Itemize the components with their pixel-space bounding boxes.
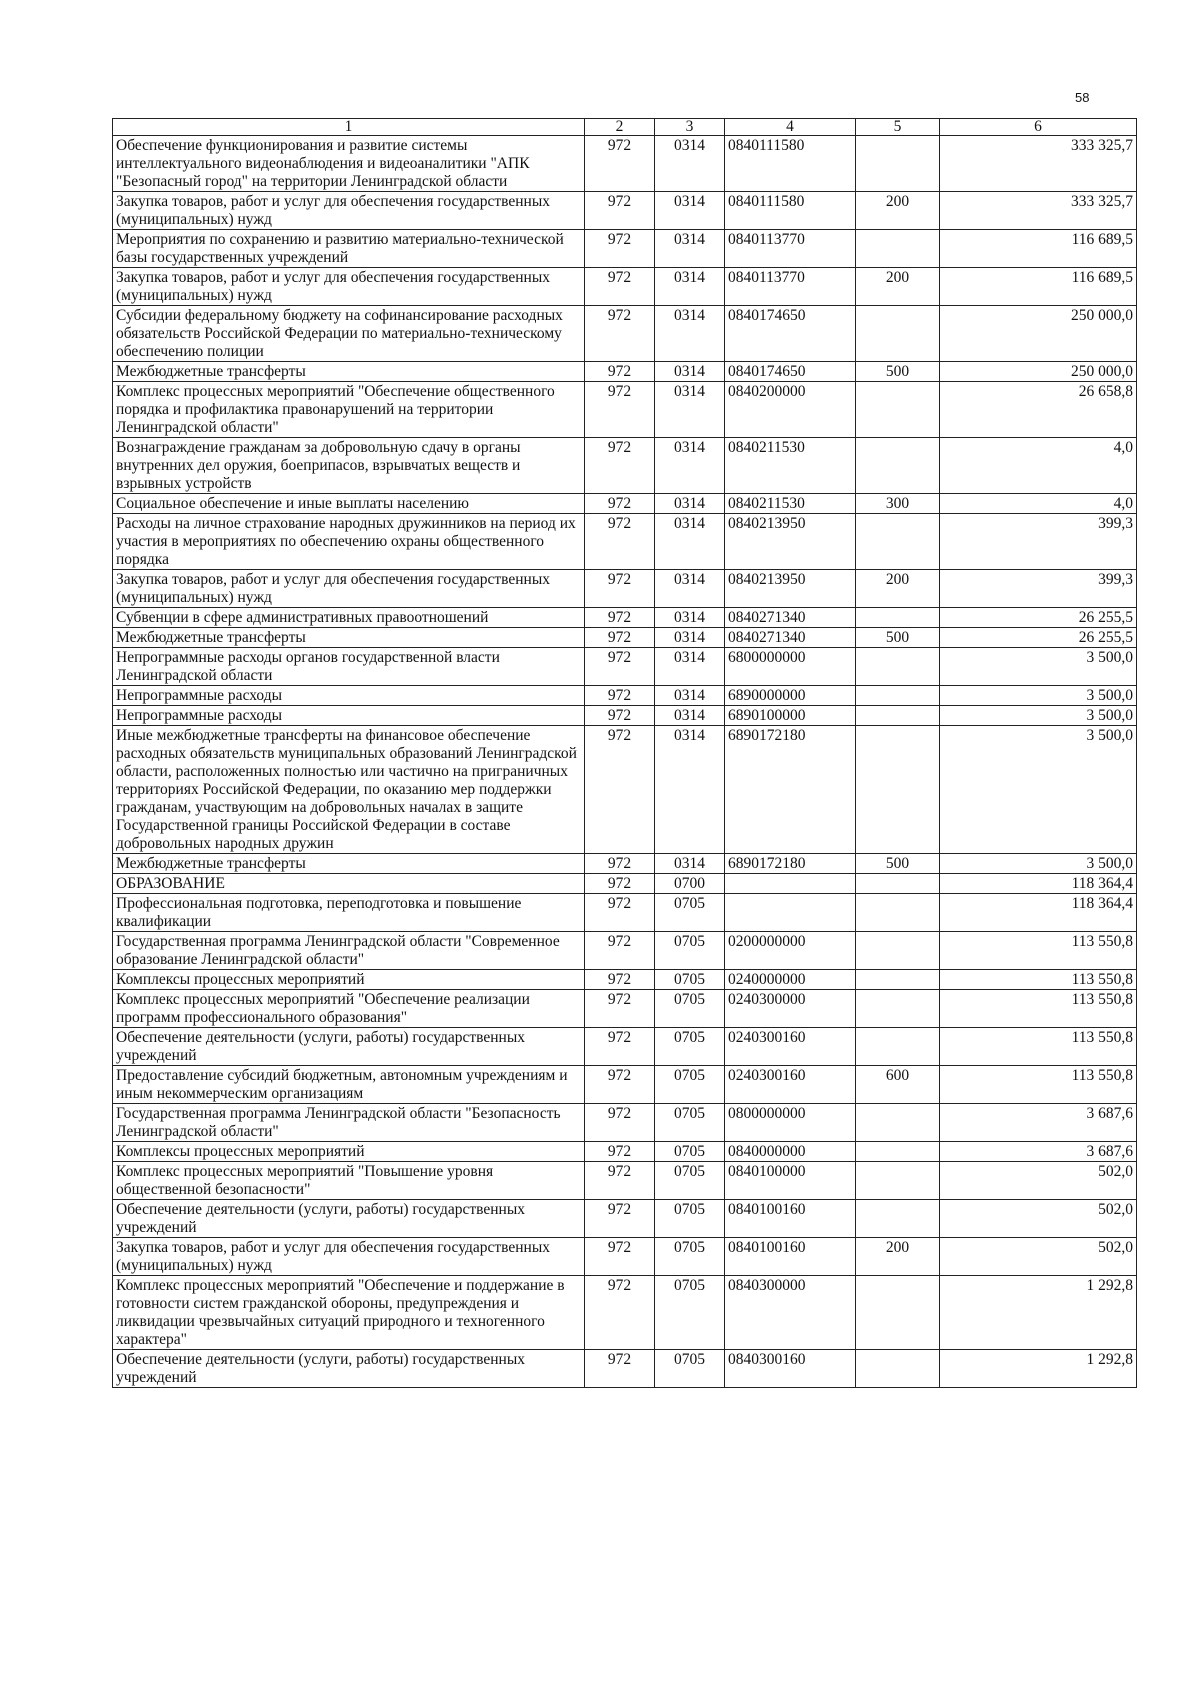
cell-csr: 0840211530 bbox=[725, 494, 856, 514]
cell-name: Субсидии федеральному бюджету на софинансирование расходных обязательств Российской Федерации по материально-техническому обеспечению полиции bbox=[113, 306, 585, 362]
cell-vr bbox=[856, 136, 940, 192]
cell-name: Субвенции в сфере административных правоотношений bbox=[113, 608, 585, 628]
header-col-3: 3 bbox=[655, 119, 725, 136]
table-row bbox=[113, 1238, 1137, 1276]
cell-vr: 200 bbox=[856, 570, 940, 608]
cell-name: Комплекс процессных мероприятий "Обеспечение реализации программ профессионального образования" bbox=[113, 990, 585, 1028]
cell-name: Закупка товаров, работ и услуг для обеспечения государственных (муниципальных) нужд bbox=[113, 268, 585, 306]
header-col-1: 1 bbox=[113, 119, 585, 136]
cell-csr: 6890100000 bbox=[725, 706, 856, 726]
cell-rzpr: 0705 bbox=[655, 1066, 725, 1104]
cell-ved: 972 bbox=[585, 570, 655, 608]
table-row bbox=[113, 706, 1137, 726]
table-row bbox=[113, 854, 1137, 874]
cell-ved: 972 bbox=[585, 854, 655, 874]
table-row bbox=[113, 268, 1137, 306]
cell-vr bbox=[856, 686, 940, 706]
cell-vr bbox=[856, 990, 940, 1028]
cell-ved: 972 bbox=[585, 1350, 655, 1388]
cell-sum: 113 550,8 bbox=[940, 1066, 1137, 1104]
table-row bbox=[113, 628, 1137, 648]
table-row bbox=[113, 230, 1137, 268]
cell-rzpr: 0705 bbox=[655, 990, 725, 1028]
cell-rzpr: 0314 bbox=[655, 570, 725, 608]
cell-name: Расходы на личное страхование народных дружинников на период их участия в мероприятиях по обеспечению охраны общественного порядка bbox=[113, 514, 585, 570]
cell-ved: 972 bbox=[585, 514, 655, 570]
cell-csr: 0840300160 bbox=[725, 1350, 856, 1388]
cell-rzpr: 0314 bbox=[655, 648, 725, 686]
cell-csr: 0840300000 bbox=[725, 1276, 856, 1350]
cell-vr bbox=[856, 1350, 940, 1388]
cell-rzpr: 0705 bbox=[655, 1104, 725, 1142]
cell-name: Обеспечение деятельности (услуги, работы) государственных учреждений bbox=[113, 1200, 585, 1238]
cell-vr bbox=[856, 382, 940, 438]
cell-name: Закупка товаров, работ и услуг для обеспечения государственных (муниципальных) нужд bbox=[113, 570, 585, 608]
cell-rzpr: 0314 bbox=[655, 230, 725, 268]
cell-csr: 0840113770 bbox=[725, 230, 856, 268]
cell-ved: 972 bbox=[585, 990, 655, 1028]
cell-csr: 0840100000 bbox=[725, 1162, 856, 1200]
cell-csr: 0240300160 bbox=[725, 1066, 856, 1104]
cell-csr: 0840100160 bbox=[725, 1238, 856, 1276]
cell-name: Иные межбюджетные трансферты на финансовое обеспечение расходных обязательств муниципальных образований Ленинградской области, расположенных полностью или частично на приграничных территориях Российской Федерации, по оказанию мер поддержки гражданам, участвующим на добровольных началах в защите Государственной границы Российской Федерации в составе добровольных народных дружин bbox=[113, 726, 585, 854]
cell-csr: 0200000000 bbox=[725, 932, 856, 970]
cell-csr: 0840174650 bbox=[725, 306, 856, 362]
cell-name: Непрограммные расходы bbox=[113, 686, 585, 706]
cell-csr: 0240300160 bbox=[725, 1028, 856, 1066]
cell-rzpr: 0314 bbox=[655, 628, 725, 648]
cell-sum: 118 364,4 bbox=[940, 874, 1137, 894]
table-row bbox=[113, 874, 1137, 894]
cell-vr bbox=[856, 1104, 940, 1142]
table-row bbox=[113, 1142, 1137, 1162]
cell-csr: 0840213950 bbox=[725, 570, 856, 608]
cell-sum: 116 689,5 bbox=[940, 230, 1137, 268]
cell-ved: 972 bbox=[585, 438, 655, 494]
cell-vr bbox=[856, 874, 940, 894]
cell-ved: 972 bbox=[585, 894, 655, 932]
cell-vr bbox=[856, 648, 940, 686]
cell-csr: 0840271340 bbox=[725, 628, 856, 648]
cell-ved: 972 bbox=[585, 230, 655, 268]
cell-rzpr: 0700 bbox=[655, 874, 725, 894]
cell-vr: 500 bbox=[856, 854, 940, 874]
cell-ved: 972 bbox=[585, 1162, 655, 1200]
cell-rzpr: 0314 bbox=[655, 438, 725, 494]
cell-rzpr: 0705 bbox=[655, 1238, 725, 1276]
cell-rzpr: 0314 bbox=[655, 192, 725, 230]
cell-rzpr: 0314 bbox=[655, 306, 725, 362]
cell-ved: 972 bbox=[585, 608, 655, 628]
page-number: 58 bbox=[1075, 90, 1090, 105]
cell-name: Профессиональная подготовка, переподготовка и повышение квалификации bbox=[113, 894, 585, 932]
cell-rzpr: 0314 bbox=[655, 608, 725, 628]
cell-vr: 500 bbox=[856, 628, 940, 648]
cell-name: Мероприятия по сохранению и развитию материально-технической базы государственных учреждений bbox=[113, 230, 585, 268]
cell-sum: 4,0 bbox=[940, 438, 1137, 494]
cell-name: Межбюджетные трансферты bbox=[113, 628, 585, 648]
cell-vr bbox=[856, 1142, 940, 1162]
cell-name: Межбюджетные трансферты bbox=[113, 362, 585, 382]
cell-rzpr: 0314 bbox=[655, 726, 725, 854]
table-row bbox=[113, 1066, 1137, 1104]
cell-csr: 0840213950 bbox=[725, 514, 856, 570]
cell-rzpr: 0314 bbox=[655, 382, 725, 438]
cell-name: Социальное обеспечение и иные выплаты населению bbox=[113, 494, 585, 514]
cell-sum: 3 500,0 bbox=[940, 686, 1137, 706]
cell-name: Комплекс процессных мероприятий "Повышение уровня общественной безопасности" bbox=[113, 1162, 585, 1200]
table-row bbox=[113, 1104, 1137, 1142]
cell-name: ОБРАЗОВАНИЕ bbox=[113, 874, 585, 894]
cell-sum: 26 255,5 bbox=[940, 608, 1137, 628]
cell-ved: 972 bbox=[585, 874, 655, 894]
cell-sum: 3 500,0 bbox=[940, 726, 1137, 854]
cell-sum: 333 325,7 bbox=[940, 136, 1137, 192]
cell-rzpr: 0705 bbox=[655, 1162, 725, 1200]
table-row bbox=[113, 306, 1137, 362]
cell-sum: 3 687,6 bbox=[940, 1104, 1137, 1142]
cell-csr: 6890000000 bbox=[725, 686, 856, 706]
cell-vr bbox=[856, 1200, 940, 1238]
header-row bbox=[113, 119, 1137, 136]
cell-csr: 0840271340 bbox=[725, 608, 856, 628]
cell-name: Обеспечение деятельности (услуги, работы) государственных учреждений bbox=[113, 1028, 585, 1066]
cell-name: Обеспечение функционирования и развитие системы интеллектуального видеонаблюдения и видеоаналитики "АПК "Безопасный город" на территории Ленинградской области bbox=[113, 136, 585, 192]
header-col-6: 6 bbox=[940, 119, 1137, 136]
cell-ved: 972 bbox=[585, 686, 655, 706]
cell-vr bbox=[856, 894, 940, 932]
cell-vr: 200 bbox=[856, 268, 940, 306]
cell-sum: 399,3 bbox=[940, 570, 1137, 608]
cell-ved: 972 bbox=[585, 1142, 655, 1162]
table-row bbox=[113, 1200, 1137, 1238]
cell-csr: 0840211530 bbox=[725, 438, 856, 494]
cell-vr bbox=[856, 932, 940, 970]
cell-vr bbox=[856, 1162, 940, 1200]
cell-ved: 972 bbox=[585, 494, 655, 514]
cell-ved: 972 bbox=[585, 706, 655, 726]
cell-vr: 200 bbox=[856, 1238, 940, 1276]
cell-vr bbox=[856, 1028, 940, 1066]
cell-rzpr: 0705 bbox=[655, 1276, 725, 1350]
cell-name: Непрограммные расходы органов государственной власти Ленинградской области bbox=[113, 648, 585, 686]
cell-rzpr: 0705 bbox=[655, 1350, 725, 1388]
cell-vr: 600 bbox=[856, 1066, 940, 1104]
cell-rzpr: 0314 bbox=[655, 854, 725, 874]
table-row bbox=[113, 438, 1137, 494]
cell-name: Закупка товаров, работ и услуг для обеспечения государственных (муниципальных) нужд bbox=[113, 1238, 585, 1276]
cell-ved: 972 bbox=[585, 726, 655, 854]
cell-sum: 118 364,4 bbox=[940, 894, 1137, 932]
cell-sum: 502,0 bbox=[940, 1200, 1137, 1238]
cell-rzpr: 0314 bbox=[655, 686, 725, 706]
cell-ved: 972 bbox=[585, 136, 655, 192]
cell-csr: 6890172180 bbox=[725, 726, 856, 854]
cell-vr bbox=[856, 608, 940, 628]
cell-name: Комплекс процессных мероприятий "Обеспечение и поддержание в готовности систем гражданской обороны, предупреждения и ликвидации чрезвычайных ситуаций природного и техногенного характера" bbox=[113, 1276, 585, 1350]
cell-ved: 972 bbox=[585, 1200, 655, 1238]
cell-ved: 972 bbox=[585, 970, 655, 990]
cell-csr: 0840000000 bbox=[725, 1142, 856, 1162]
cell-sum: 113 550,8 bbox=[940, 1028, 1137, 1066]
cell-csr: 0800000000 bbox=[725, 1104, 856, 1142]
cell-sum: 113 550,8 bbox=[940, 990, 1137, 1028]
cell-rzpr: 0314 bbox=[655, 494, 725, 514]
cell-ved: 972 bbox=[585, 648, 655, 686]
cell-csr: 6800000000 bbox=[725, 648, 856, 686]
table-row bbox=[113, 648, 1137, 686]
header-col-2: 2 bbox=[585, 119, 655, 136]
cell-sum: 1 292,8 bbox=[940, 1350, 1137, 1388]
cell-name: Вознаграждение гражданам за добровольную сдачу в органы внутренних дел оружия, боеприпасов, взрывчатых веществ и взрывных устройств bbox=[113, 438, 585, 494]
cell-rzpr: 0314 bbox=[655, 136, 725, 192]
cell-ved: 972 bbox=[585, 1104, 655, 1142]
cell-csr: 0840200000 bbox=[725, 382, 856, 438]
cell-rzpr: 0314 bbox=[655, 362, 725, 382]
cell-vr: 300 bbox=[856, 494, 940, 514]
cell-csr: 0840111580 bbox=[725, 192, 856, 230]
cell-vr: 500 bbox=[856, 362, 940, 382]
cell-sum: 502,0 bbox=[940, 1238, 1137, 1276]
table-row bbox=[113, 570, 1137, 608]
cell-rzpr: 0314 bbox=[655, 514, 725, 570]
cell-csr: 0840100160 bbox=[725, 1200, 856, 1238]
cell-sum: 3 500,0 bbox=[940, 648, 1137, 686]
table-row bbox=[113, 382, 1137, 438]
table-row bbox=[113, 1276, 1137, 1350]
cell-ved: 972 bbox=[585, 1066, 655, 1104]
cell-csr: 0840111580 bbox=[725, 136, 856, 192]
cell-ved: 972 bbox=[585, 1276, 655, 1350]
header-col-5: 5 bbox=[856, 119, 940, 136]
cell-csr bbox=[725, 874, 856, 894]
cell-name: Государственная программа Ленинградской области "Современное образование Ленинградской области" bbox=[113, 932, 585, 970]
cell-vr bbox=[856, 514, 940, 570]
cell-name: Непрограммные расходы bbox=[113, 706, 585, 726]
cell-ved: 972 bbox=[585, 932, 655, 970]
cell-sum: 250 000,0 bbox=[940, 362, 1137, 382]
table-row bbox=[113, 970, 1137, 990]
cell-sum: 3 500,0 bbox=[940, 706, 1137, 726]
cell-rzpr: 0705 bbox=[655, 1028, 725, 1066]
cell-ved: 972 bbox=[585, 192, 655, 230]
table-row bbox=[113, 894, 1137, 932]
cell-rzpr: 0705 bbox=[655, 970, 725, 990]
table-row bbox=[113, 990, 1137, 1028]
cell-name: Комплексы процессных мероприятий bbox=[113, 970, 585, 990]
budget-table bbox=[112, 118, 1137, 1388]
cell-ved: 972 bbox=[585, 362, 655, 382]
cell-ved: 972 bbox=[585, 382, 655, 438]
cell-name: Обеспечение деятельности (услуги, работы) государственных учреждений bbox=[113, 1350, 585, 1388]
cell-csr: 0840113770 bbox=[725, 268, 856, 306]
cell-rzpr: 0705 bbox=[655, 894, 725, 932]
table-row bbox=[113, 1350, 1137, 1388]
cell-name: Межбюджетные трансферты bbox=[113, 854, 585, 874]
cell-rzpr: 0705 bbox=[655, 932, 725, 970]
cell-sum: 4,0 bbox=[940, 494, 1137, 514]
cell-csr: 0240300000 bbox=[725, 990, 856, 1028]
cell-rzpr: 0314 bbox=[655, 706, 725, 726]
cell-ved: 972 bbox=[585, 306, 655, 362]
table-row bbox=[113, 1028, 1137, 1066]
cell-ved: 972 bbox=[585, 628, 655, 648]
cell-ved: 972 bbox=[585, 268, 655, 306]
cell-sum: 250 000,0 bbox=[940, 306, 1137, 362]
cell-ved: 972 bbox=[585, 1238, 655, 1276]
cell-vr bbox=[856, 726, 940, 854]
cell-sum: 3 687,6 bbox=[940, 1142, 1137, 1162]
table-row bbox=[113, 608, 1137, 628]
cell-name: Комплексы процессных мероприятий bbox=[113, 1142, 585, 1162]
header-col-4: 4 bbox=[725, 119, 856, 136]
cell-name: Закупка товаров, работ и услуг для обеспечения государственных (муниципальных) нужд bbox=[113, 192, 585, 230]
table-row bbox=[113, 932, 1137, 970]
cell-csr bbox=[725, 894, 856, 932]
cell-vr bbox=[856, 706, 940, 726]
cell-rzpr: 0705 bbox=[655, 1200, 725, 1238]
table-row bbox=[113, 192, 1137, 230]
cell-name: Комплекс процессных мероприятий "Обеспечение общественного порядка и профилактика правонарушений на территории Ленинградской области" bbox=[113, 382, 585, 438]
table-row bbox=[113, 494, 1137, 514]
cell-sum: 26 658,8 bbox=[940, 382, 1137, 438]
cell-sum: 1 292,8 bbox=[940, 1276, 1137, 1350]
cell-vr bbox=[856, 1276, 940, 1350]
cell-sum: 26 255,5 bbox=[940, 628, 1137, 648]
cell-csr: 0840174650 bbox=[725, 362, 856, 382]
cell-ved: 972 bbox=[585, 1028, 655, 1066]
cell-sum: 113 550,8 bbox=[940, 932, 1137, 970]
cell-sum: 3 500,0 bbox=[940, 854, 1137, 874]
table-row bbox=[113, 136, 1137, 192]
cell-sum: 333 325,7 bbox=[940, 192, 1137, 230]
cell-csr: 6890172180 bbox=[725, 854, 856, 874]
table-row bbox=[113, 362, 1137, 382]
cell-name: Государственная программа Ленинградской области "Безопасность Ленинградской области" bbox=[113, 1104, 585, 1142]
cell-vr bbox=[856, 306, 940, 362]
table-row bbox=[113, 1162, 1137, 1200]
cell-rzpr: 0705 bbox=[655, 1142, 725, 1162]
cell-vr bbox=[856, 438, 940, 494]
cell-name: Предоставление субсидий бюджетным, автономным учреждениям и иным некоммерческим организациям bbox=[113, 1066, 585, 1104]
cell-rzpr: 0314 bbox=[655, 268, 725, 306]
cell-sum: 399,3 bbox=[940, 514, 1137, 570]
cell-sum: 113 550,8 bbox=[940, 970, 1137, 990]
cell-vr: 200 bbox=[856, 192, 940, 230]
cell-sum: 116 689,5 bbox=[940, 268, 1137, 306]
table-row bbox=[113, 686, 1137, 706]
table-row bbox=[113, 514, 1137, 570]
cell-sum: 502,0 bbox=[940, 1162, 1137, 1200]
table-body bbox=[113, 136, 1137, 1388]
cell-vr bbox=[856, 230, 940, 268]
cell-csr: 0240000000 bbox=[725, 970, 856, 990]
table-row bbox=[113, 726, 1137, 854]
cell-vr bbox=[856, 970, 940, 990]
